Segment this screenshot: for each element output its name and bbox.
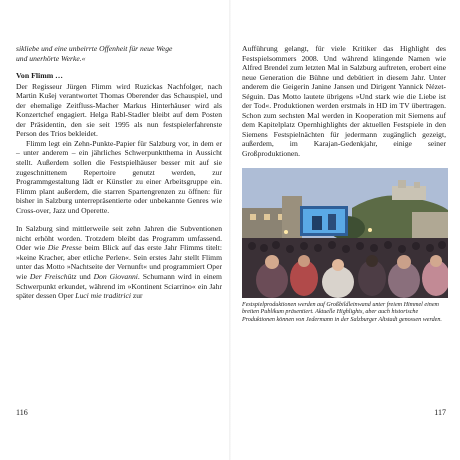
paragraph-1: Der Regisseur Jürgen Flimm wird Ruzickas Nachfolger, nach Martin Kušej verantwortet Thomas Oberender das Schauspiel, und der ehemalige Zeitfluss-Macher Markus Hinterhäuser wird als Konzertchef engagiert. Helga Rabl-Stadler bleibt auf dem Posten der Präsidentin, den sie seit 1995 als nun festspielerfahrenste Person des Trios bekleidet. [16,81,222,139]
intro-line-2: und unerhörte Werke.« [16,53,86,63]
paragraph-1: Aufführung gelangt, für viele Kritiker das Highlight des Festspielsommers 2008. Und während klingende Namen wie Alfred Brendel zum letzten Mal in Salzburg auftreten, erobert eine neue Generation die Bühne und debütiert in diesem Jahr. Unter anderem die Geigerin Janine Jansen und Dirigent Yannick Nézet-Séguin. Das Motto lautete übrigens »Und stark wie die Liebe ist der Tod«. Produktionen werden erstmals in HD im TV übertragen. Schon zum sechsten Mal werden in Kooperation mit Siemens auf dem Kapitelplatz Opernhighlights der aktuellen Festspiele in den Siemens Festspielnächten für jedermann zugänglich gezeigt, außerdem, im Karajan-Gedenkjahr, einige seiner Großproduktionen. [242,44,446,159]
paragraph-3-text-c: beim Blick auf das erste Jahr Flimms titelt: »keine Kracher, aber etliche Perlen«. Sein erstes Jahr stellt Flimm unter das Motto »Nachtseite der Vernunft« und programmiert Oper wie [16,243,223,281]
lamp [284,230,288,234]
festival-photo-illustration [242,168,448,298]
window [264,214,270,220]
opera-title-freischuetz: Der Freischütz [29,271,77,281]
building-tower [282,196,302,244]
paragraph-3-text-i: zur [130,291,143,301]
right-page [230,0,460,460]
paragraph-3-text-e: und [76,271,94,281]
intro-line-1: sikliebe und eine unbeirrte Offenheit für neue Wege [16,44,173,53]
paragraph-3 [16,224,222,300]
opera-title-luci-mie-traditrici: Luci mie traditrici [75,291,131,301]
fortress-tower [398,180,406,188]
lamp [368,228,372,232]
fortress-tower-2 [414,182,420,188]
photo-caption: Festspielproduktionen werden auf Großbildleinwand unter freiem Himmel einem breiten Publikum präsentiert. Aktuelle Highlights, aber auch historische Produktionen können von Jedermann in der Salzburger Altstadt genossen werden. [242,301,442,323]
paragraph-gap [16,215,222,224]
window [250,214,256,220]
opera-title-don-giovanni: Don Giovanni [93,271,138,281]
page-number-right: 117 [434,408,446,417]
screen-figure [312,216,322,230]
paragraph-3-text-g: . Schumann wird in einem Schwerpunkt erkundet, während im »Kontinent Sciarrino« ein Jahr später dessen Oper [16,271,222,301]
newspaper-title: Die Presse [47,243,82,253]
paragraph-3-text-a: In Salzburg sind mittlerweile seit zehn Jahren die Subventionen nicht erhöht worden. Trotzdem bleibt das Programm umfassend. Oder wie [16,224,222,253]
fortress [392,186,426,200]
page-number-left: 116 [16,408,28,417]
paragraph-2: Flimm legt ein Zehn-Punkte-Papier für Salzburg vor, in dem er – unter anderem – ein jährliches Schwerpunktthema in Aussicht stellt. Außerdem sollen die Festspielhäuser besser mit auf sie zugeschnittenem Repertoire genutzt werden, zur Programmgestaltung lädt er Künstler zu einer Arbeitsgruppe ein. Flimm plant außerdem, die starren Spartengrenzen zu öffnen: für bisher in Salzburg unterrepräsentierte oder unbekannte Genres wie Cross-over, Jazz und Operette. [16,138,222,215]
section-heading: Von Flimm … [16,71,63,81]
festival-photo [242,168,448,298]
screen-figure-2 [328,214,336,230]
video-screen-glow [303,209,345,233]
